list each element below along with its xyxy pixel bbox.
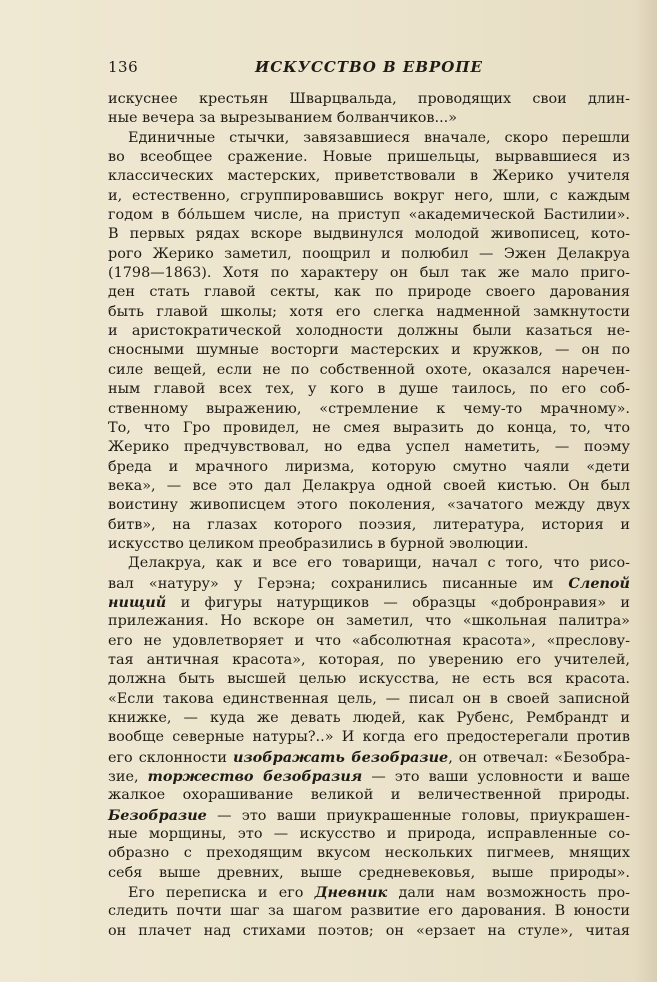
text-segment: бреда и мрачного лиризма, которую смутно чаяли «дети <box>108 458 630 475</box>
text-line <box>108 612 630 631</box>
text-line <box>108 341 630 360</box>
text-line <box>108 496 630 515</box>
text-segment: его не удовлетворяет и что «абсолютная красота», «преслову- <box>108 632 630 649</box>
text-segment: следить почти шаг за шагом развитие его дарования. В юности <box>108 903 630 920</box>
text-line <box>108 844 630 863</box>
italic-title: Слепой <box>568 574 630 592</box>
text-line <box>108 670 630 689</box>
text-line <box>108 361 630 380</box>
text-segment: дали нам возможность про- <box>387 885 630 902</box>
italic-title: изображать безобразие <box>233 748 449 766</box>
text-segment: ден стать главой секты, как по природе своего дарования <box>108 284 630 301</box>
text-segment: искуснее крестьян Шварцвальда, проводящих свои длин- <box>108 91 630 107</box>
text-line <box>108 767 630 786</box>
text-segment: и фигуры натурщиков — образцы «добронравия» и <box>166 594 630 611</box>
text-segment: тая античная красота», которая, по уверению его учителей, <box>108 651 630 668</box>
text-segment: ные морщины, это — искусство и природа, исправленные со- <box>108 826 630 843</box>
text-segment: классических мастерских, приветствовали в Жерико учителя <box>108 168 630 185</box>
text-segment: , он отвечал: «Безобра- <box>448 749 631 766</box>
text-line <box>108 825 630 844</box>
text-segment: во всеобщее сражение. Новые пришельцы, вырвавшиеся из <box>108 149 630 166</box>
text-line <box>108 283 630 302</box>
text-line <box>108 748 630 767</box>
text-segment: жалкое охорашивание великой и величественной природы. <box>108 787 630 804</box>
text-line <box>108 902 630 921</box>
text-line <box>108 574 630 593</box>
text-line <box>108 593 630 612</box>
text-segment: ным главой всех тех, у кого в душе таилось, по его соб- <box>108 381 630 398</box>
text-line <box>108 535 630 554</box>
text-line <box>108 651 630 670</box>
text-line <box>108 690 630 709</box>
text-line <box>108 322 630 341</box>
text-segment: То, что Гро провидел, не смея выразить до конца, то, что <box>108 419 630 436</box>
text-segment: В первых рядах вскоре выдвинулся молодой живописец, кото- <box>108 226 630 243</box>
italic-title: нищий <box>108 593 167 611</box>
text-segment: годом в бо́льшем числе, на приступ «академической Бастилии». <box>108 207 630 224</box>
text-line <box>108 148 630 167</box>
text-line <box>108 264 630 283</box>
text-segment: быть главой школы; хотя его слегка надменной замкнутости <box>108 303 630 320</box>
text-segment: прилежания. Но вскоре он заметил, что «школьная палитра» <box>108 613 630 630</box>
text-line <box>108 303 630 322</box>
text-line <box>108 167 630 186</box>
text-line <box>108 554 630 573</box>
text-line <box>108 225 630 244</box>
text-line <box>108 806 630 825</box>
text-segment: ные вечера за вырезыванием болванчиков...» <box>108 110 458 127</box>
text-segment: — это ваши условности и ваше <box>362 769 630 786</box>
text-line <box>108 380 630 399</box>
text-segment: Его переписка и его <box>128 885 315 902</box>
text-line <box>108 109 630 128</box>
italic-title: Дневник <box>314 884 388 902</box>
text-line <box>108 728 630 747</box>
text-line <box>108 438 630 457</box>
running-head <box>108 58 630 82</box>
text-line <box>108 187 630 206</box>
text-line <box>108 786 630 805</box>
text-segment: он плачет над стихами поэтов; он «ерзает на стуле», читая <box>108 922 630 939</box>
text-segment: Делакруа, как и все его товарищи, начал с того, что рисо- <box>128 555 630 572</box>
text-segment: «Если такова единственная цель, — писал он в своей записной <box>108 690 630 707</box>
text-segment: книжке, — куда же девать людей, как Рубенс, Рембрандт и <box>108 710 630 726</box>
text-segment: должна быть высшей целью искусства, не есть вся красота. <box>108 671 630 688</box>
text-segment: сносными шумные восторги мастерских и кружков, — он по <box>108 342 630 359</box>
text-line <box>108 632 630 651</box>
text-segment: ственному выражению, «стремление к чему-то мрачному». <box>108 400 630 417</box>
running-title: ИСКУССТВО В ЕВРОПЕ <box>255 58 483 76</box>
text-segment: и аристократической холодности должны были казаться не- <box>108 323 630 340</box>
text-line <box>108 419 630 438</box>
text-line <box>108 129 630 148</box>
text-line <box>108 922 630 941</box>
text-segment: себя выше древних, выше средневековья, выше природы». <box>108 864 630 881</box>
text-line <box>108 883 630 902</box>
text-segment: битв», на глазах которого поэзия, литература, история и <box>108 516 630 533</box>
text-segment: рого Жерико заметил, поощрил и полюбил — Эжен Делакруа <box>108 245 630 262</box>
text-segment: зие, <box>108 769 148 786</box>
text-segment: Жерико предчувствовал, но едва успел наметить, — поэму <box>108 439 630 456</box>
text-line <box>108 458 630 477</box>
italic-title: Безобразие <box>108 806 207 824</box>
body-text <box>108 90 630 941</box>
text-segment: Единичные стычки, завязавшиеся вначале, скоро перешли <box>128 129 630 146</box>
text-segment: образно с преходящим вкусом нескольких пигмеев, мнящих <box>108 845 630 862</box>
text-segment: искусство целиком преобразились в бурной эволюции. <box>108 535 529 552</box>
text-segment: века», — все это дал Делакруа одной своей кистью. Он был <box>108 477 630 494</box>
text-line <box>108 206 630 225</box>
text-line <box>108 400 630 419</box>
text-segment: — это ваши приукрашенные головы, приукрашен- <box>206 807 630 824</box>
text-segment: воистину живописцем этого поколения, «зачатого между двух <box>108 497 630 514</box>
text-line <box>108 90 630 109</box>
text-line <box>108 245 630 264</box>
text-segment: вообще северные натуры?..» И когда его предостерегали против <box>108 729 630 746</box>
page-number: 136 <box>108 58 139 76</box>
text-segment: его склонности <box>108 749 233 766</box>
text-segment: (1798—1863). Хотя по характеру он был так же мало приго- <box>108 265 630 282</box>
text-segment: и, естественно, сгруппировавшись вокруг него, шли, с каждым <box>108 187 630 204</box>
text-line <box>108 709 630 728</box>
italic-title: торжество безобразия <box>147 768 363 786</box>
text-line <box>108 864 630 883</box>
text-line <box>108 516 630 535</box>
page-edge-shadow <box>635 0 657 982</box>
text-segment: вал «натуру» у Герэна; сохранились писанные им <box>108 575 569 592</box>
text-line <box>108 477 630 496</box>
text-segment: силе вещей, если не по собственной охоте, оказался наречен- <box>108 361 630 378</box>
